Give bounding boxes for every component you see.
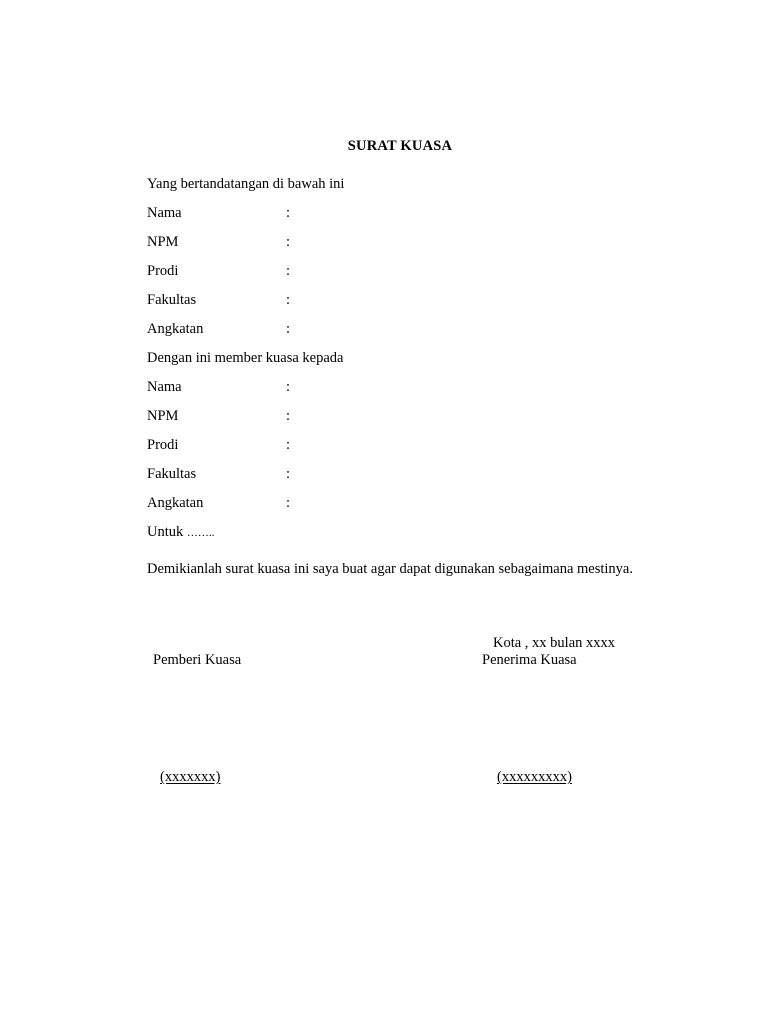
field-label: Fakultas <box>147 466 197 482</box>
field-colon: : <box>286 495 291 511</box>
field-label: NPM <box>147 234 179 250</box>
grantee-signature-name: (xxxxxxxxx) <box>497 769 572 785</box>
field-label: Prodi <box>147 263 179 279</box>
field-colon: : <box>286 408 291 424</box>
field-colon: : <box>286 379 291 395</box>
transfer-line: Dengan ini member kuasa kepada <box>147 350 344 366</box>
field-colon: : <box>286 437 291 453</box>
field-label: Fakultas <box>147 292 197 308</box>
field-label: Nama <box>147 205 182 221</box>
document-title: SURAT KUASA <box>347 138 453 154</box>
place-date: Kota , xx bulan xxxx <box>493 635 616 651</box>
grantor-role: Pemberi Kuasa <box>153 652 242 668</box>
purpose-dots: …….. <box>186 527 215 539</box>
field-label: Prodi <box>147 437 179 453</box>
field-colon: : <box>286 234 291 250</box>
purpose-line <box>147 524 214 541</box>
field-label: NPM <box>147 408 179 424</box>
purpose-label: Untuk <box>147 524 184 540</box>
field-colon: : <box>286 205 291 221</box>
field-label: Nama <box>147 379 182 395</box>
field-colon: : <box>286 292 291 308</box>
field-label: Angkatan <box>147 321 204 337</box>
grantee-role: Penerima Kuasa <box>482 652 577 668</box>
field-colon: : <box>286 321 291 337</box>
intro-line: Yang bertandatangan di bawah ini <box>147 176 345 192</box>
field-colon: : <box>286 466 291 482</box>
field-label: Angkatan <box>147 495 204 511</box>
grantor-signature-name: (xxxxxxx) <box>160 769 221 785</box>
field-colon: : <box>286 263 291 279</box>
closing-statement: Demikianlah surat kuasa ini saya buat agar dapat digunakan sebagaimana mestinya. <box>147 561 633 577</box>
